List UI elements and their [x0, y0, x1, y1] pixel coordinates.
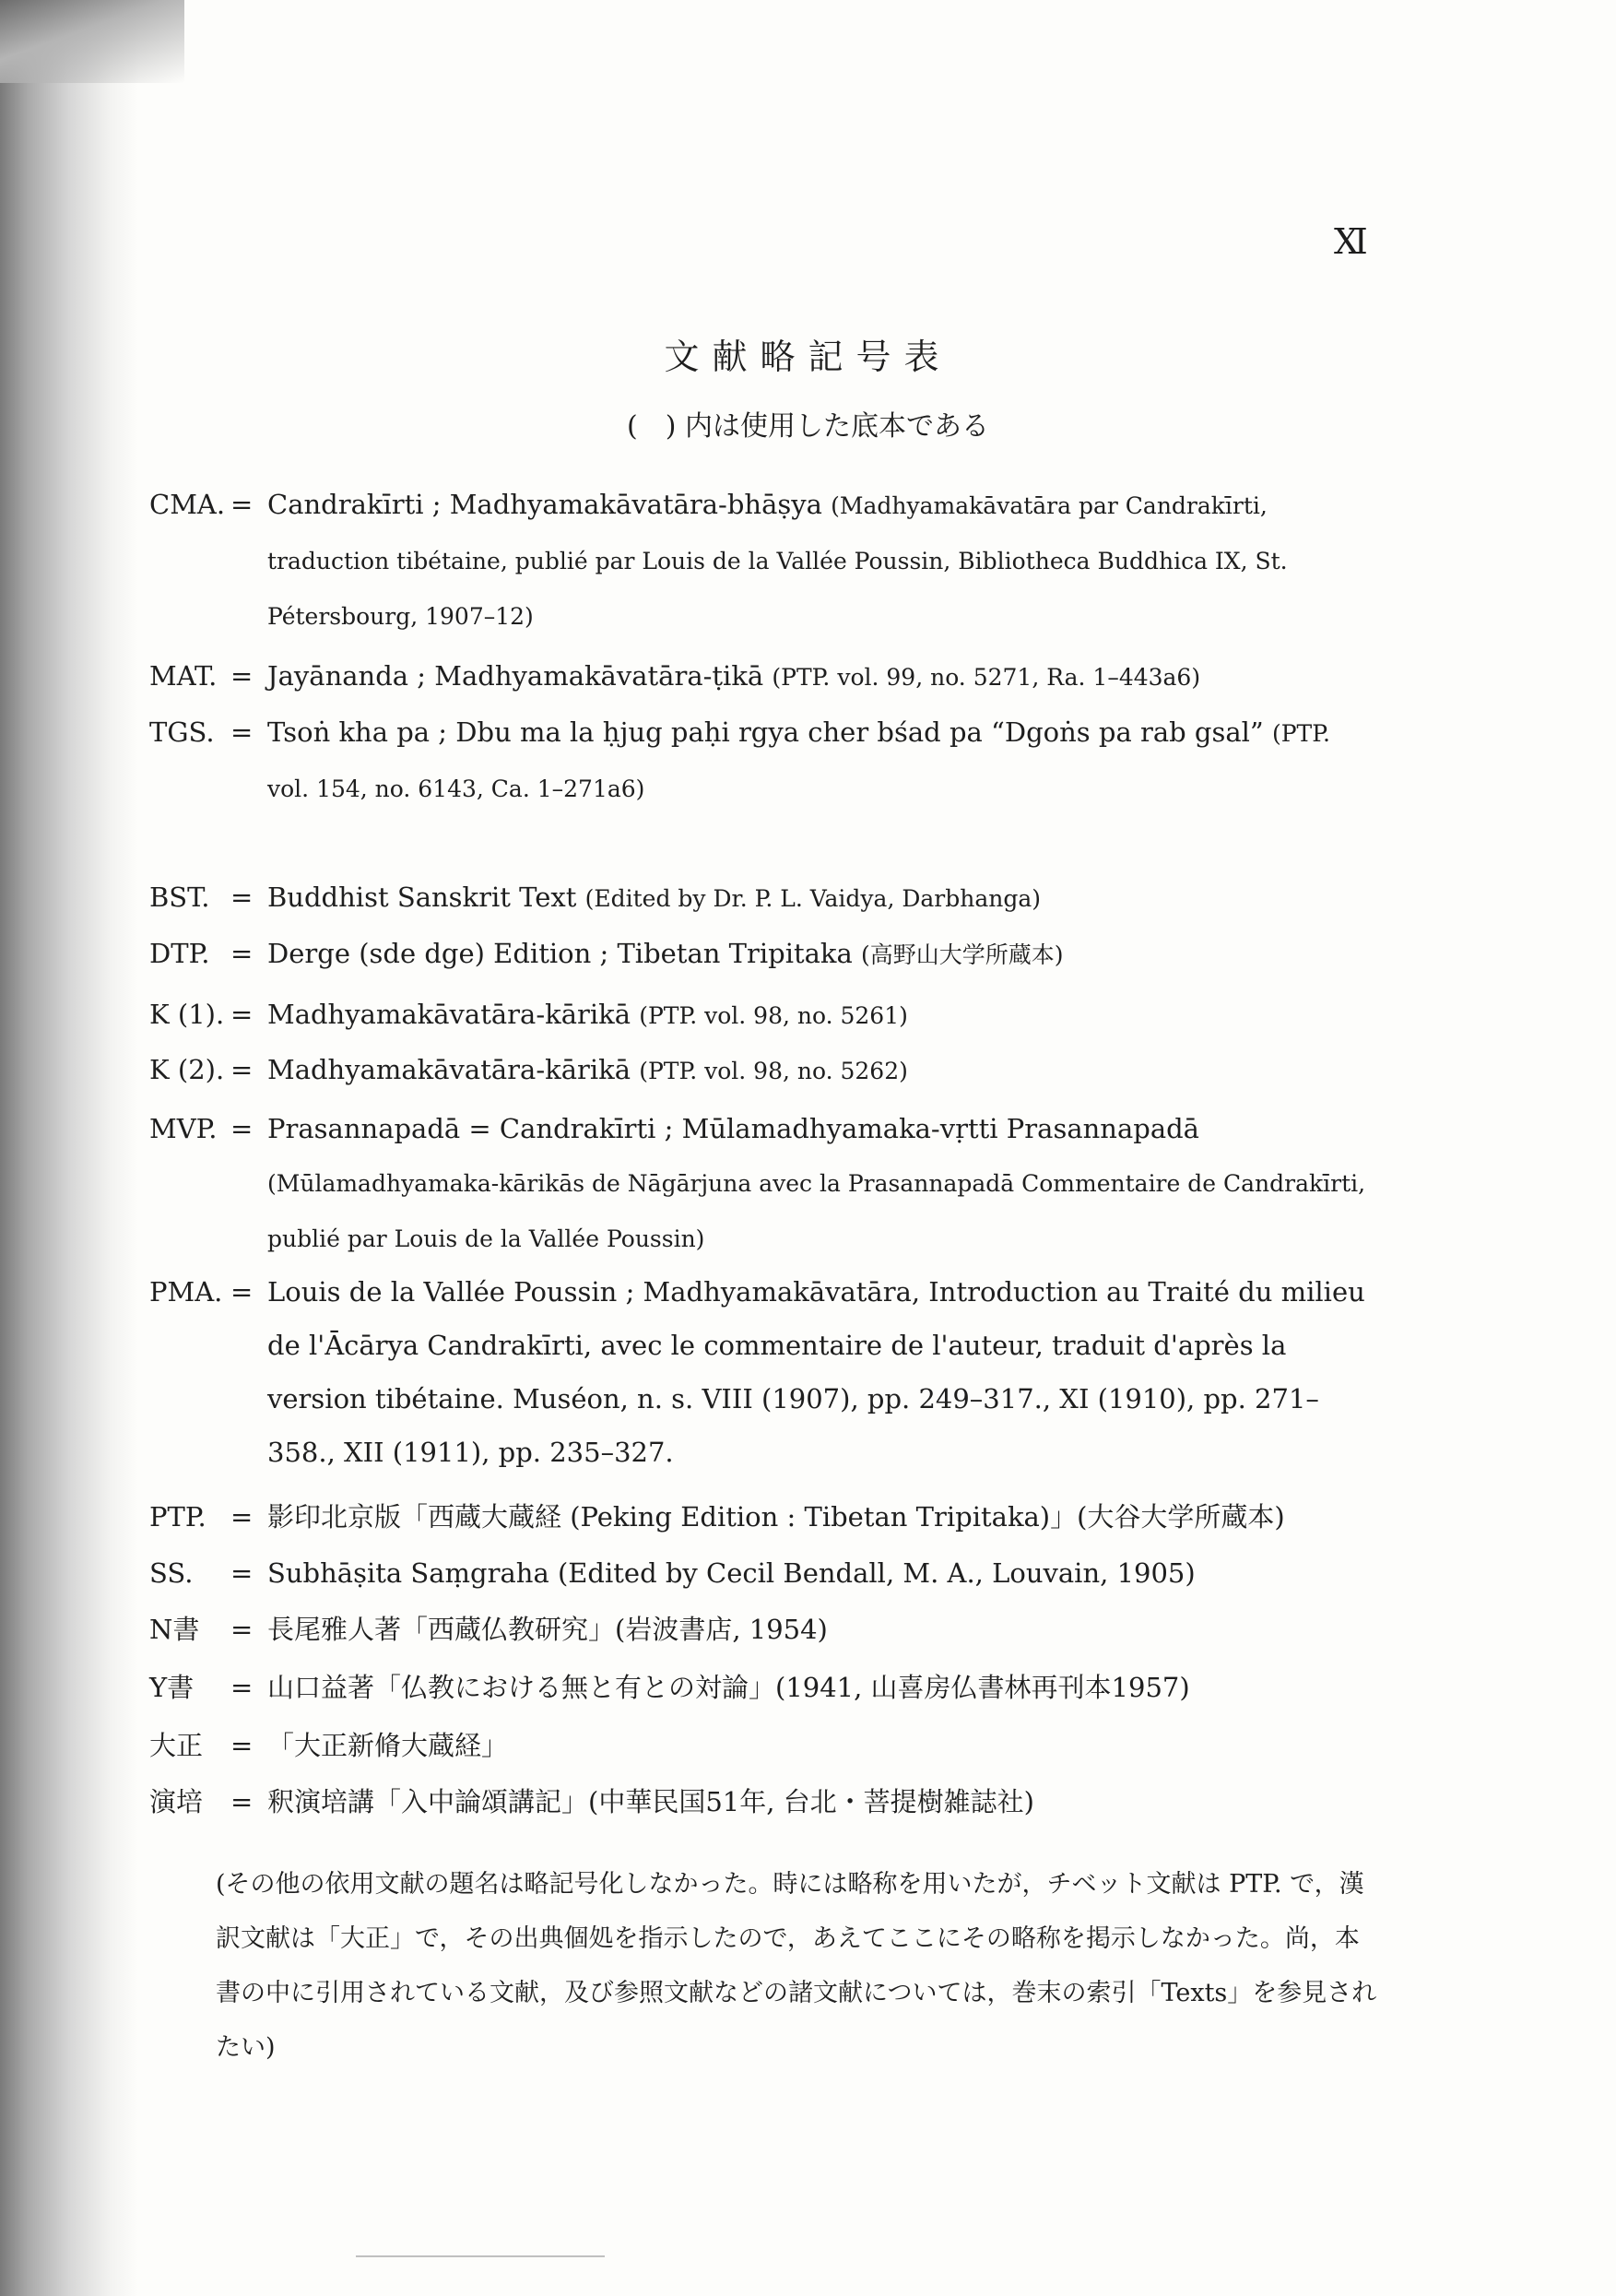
- entry-body: [267, 1102, 1375, 1266]
- entry-body: [267, 705, 1375, 816]
- entry-equals: =: [230, 1614, 254, 1645]
- entry-body: [267, 988, 1375, 1043]
- entry-bst: [149, 870, 1375, 926]
- entry-n-sho: [149, 1603, 1375, 1656]
- entry-equals: =: [230, 938, 254, 969]
- entry-main: Louis de la Vallée Poussin ; Madhyamakāvatāra, Introduction au Traité du milieu de l'Ācārya Candrakīrti, avec le commentaire de l'auteur, traduit d'après la version tibétaine. Muséon, n. s. VIII (1907), pp. 249–317., XI (1910), pp. 271–358., XII (1911), pp. 235–327.: [267, 1276, 1365, 1468]
- entry-main: 釈演培講「入中論頌講記」(中華民国51年, 台北・菩提樹雑誌社): [267, 1786, 1034, 1817]
- entry-main: 影印北京版「西蔵大蔵経 (Peking Edition : Tibetan Tripitaka)」(大谷大学所蔵本): [267, 1501, 1285, 1533]
- entry-body: [267, 870, 1375, 926]
- entry-equals: =: [230, 1501, 254, 1533]
- entry-abbr: BST.: [149, 882, 210, 913]
- entry-tgs: [149, 705, 1375, 816]
- entry-main: Subhāṣita Saṃgraha (Edited by Cecil Bendall, M. A., Louvain, 1905): [267, 1557, 1196, 1589]
- footnote-paragraph: (その他の依用文献の題名は略記号化しなかった。時には略称を用いたが，チベット文献は PTP. で，漢訳文献は「大正」で，その出典個処を指示したので，あえてここにその略称を掲示しなかった。尚，本書の中に引用されている文献，及び参照文献などの諸文献については，巻末の索引「Texts」を参見されたい): [216, 1870, 1377, 2062]
- entry-body: [267, 1775, 1375, 1829]
- entry-main: Jayānanda ; Madhyamakāvatāra-ṭikā: [267, 660, 764, 692]
- entry-taisho: [149, 1719, 1375, 1772]
- entry-abbr: K (1).: [149, 999, 225, 1030]
- entry-ref: (PTP. vol. 98, no. 5262): [639, 1058, 908, 1084]
- entry-equals: =: [230, 1557, 254, 1589]
- entry-equals: =: [230, 1730, 254, 1761]
- entry-y-sho: [149, 1661, 1375, 1714]
- entry-main: Madhyamakāvatāra-kārikā: [267, 999, 631, 1030]
- scan-shadow-corner: [0, 0, 184, 83]
- entry-equals: =: [230, 882, 254, 913]
- entry-body: [267, 1719, 1375, 1772]
- entry-abbr: MAT.: [149, 660, 218, 692]
- entry-ptp: [149, 1490, 1375, 1544]
- entry-ss: [149, 1546, 1375, 1600]
- entry-body: [267, 1661, 1375, 1714]
- entry-body: [267, 1265, 1375, 1479]
- entry-abbr: 演培: [149, 1786, 204, 1817]
- entry-main: Buddhist Sanskrit Text: [267, 882, 577, 913]
- entry-main: Prasannapadā = Candrakīrti ; Mūlamadhyamaka-vṛtti Prasannapadā: [267, 1113, 1199, 1144]
- entry-main: 長尾雅人著「西蔵仏教研究」(岩波書店, 1954): [267, 1614, 828, 1645]
- entry-mvp: [149, 1102, 1375, 1266]
- entry-ref: (Madhyamakāvatāra par Candrakīrti, traduction tibétaine, publié par Louis de la Vallée Poussin, Bibliotheca Buddhica IX, St. Pétersbourg, 1907–12): [267, 492, 1288, 630]
- entry-body: [267, 1490, 1375, 1544]
- entry-ref: (Mūlamadhyamaka-kārikās de Nāgārjuna avec la Prasannapadā Commentaire de Candrakīrti, publié par Louis de la Vallée Poussin): [267, 1170, 1366, 1252]
- bottom-rule: [356, 2255, 605, 2257]
- entry-equals: =: [230, 1672, 254, 1703]
- entry-body: [267, 1603, 1375, 1656]
- entry-abbr: DTP.: [149, 938, 210, 969]
- entry-abbr: Y書: [149, 1672, 195, 1703]
- entry-abbr: SS.: [149, 1557, 194, 1589]
- entry-abbr: PTP.: [149, 1501, 206, 1533]
- entry-equals: =: [230, 1786, 254, 1817]
- entry-abbr: TGS.: [149, 716, 215, 748]
- entry-main: Candrakīrti ; Madhyamakāvatāra-bhāṣya: [267, 489, 822, 520]
- entry-main: Derge (sde dge) Edition ; Tibetan Tripitaka: [267, 938, 853, 969]
- entry-abbr: PMA.: [149, 1276, 223, 1308]
- entry-body: [267, 927, 1375, 982]
- entry-abbr: N書: [149, 1614, 200, 1645]
- entry-abbr: MVP.: [149, 1113, 218, 1144]
- entry-equals: =: [230, 1113, 254, 1144]
- page-subtitle: ( ) 内は使用した底本である: [627, 410, 989, 443]
- entry-abbr: 大正: [149, 1730, 204, 1761]
- entry-ref: (Edited by Dr. P. L. Vaidya, Darbhanga): [584, 885, 1042, 912]
- entry-equals: =: [230, 489, 254, 520]
- entry-ref: (PTP. vol. 98, no. 5261): [639, 1002, 908, 1029]
- entry-equals: =: [230, 999, 254, 1030]
- entry-ref: (PTP. vol. 99, no. 5271, Ra. 1–443a6): [772, 664, 1201, 691]
- entry-body: [267, 478, 1375, 644]
- page-number: Ⅺ: [1334, 221, 1368, 262]
- entry-yanpei: [149, 1775, 1375, 1829]
- entry-cma: [149, 478, 1375, 644]
- entry-ref: (PTP. vol. 154, no. 6143, Ca. 1–271a6): [267, 720, 1330, 802]
- entry-body: [267, 1546, 1375, 1600]
- entry-dtp: [149, 927, 1375, 982]
- entry-abbr: CMA.: [149, 489, 226, 520]
- entry-equals: =: [230, 660, 254, 692]
- page-title: 文献略記号表: [664, 337, 952, 377]
- entry-main: 山口益著「仏教における無と有との対論」(1941, 山喜房仏書林再刊本1957): [267, 1672, 1190, 1703]
- entry-ref: (高野山大学所蔵本): [861, 941, 1064, 968]
- entry-equals: =: [230, 1276, 254, 1308]
- entry-body: [267, 649, 1375, 704]
- entry-body: [267, 1043, 1375, 1098]
- entry-abbr: K (2).: [149, 1054, 225, 1085]
- entry-pma: [149, 1265, 1375, 1479]
- entry-equals: =: [230, 1054, 254, 1085]
- entry-main: Tsoṅ kha pa ; Dbu ma la ḥjug paḥi rgya cher bśad pa “Dgoṅs pa rab gsal”: [267, 716, 1264, 748]
- entry-main: Madhyamakāvatāra-kārikā: [267, 1054, 631, 1085]
- entry-equals: =: [230, 716, 254, 748]
- entry-main: 「大正新脩大蔵経」: [267, 1730, 509, 1761]
- entry-mat: [149, 649, 1375, 704]
- entry-k2: [149, 1043, 1375, 1098]
- entry-k1: [149, 988, 1375, 1043]
